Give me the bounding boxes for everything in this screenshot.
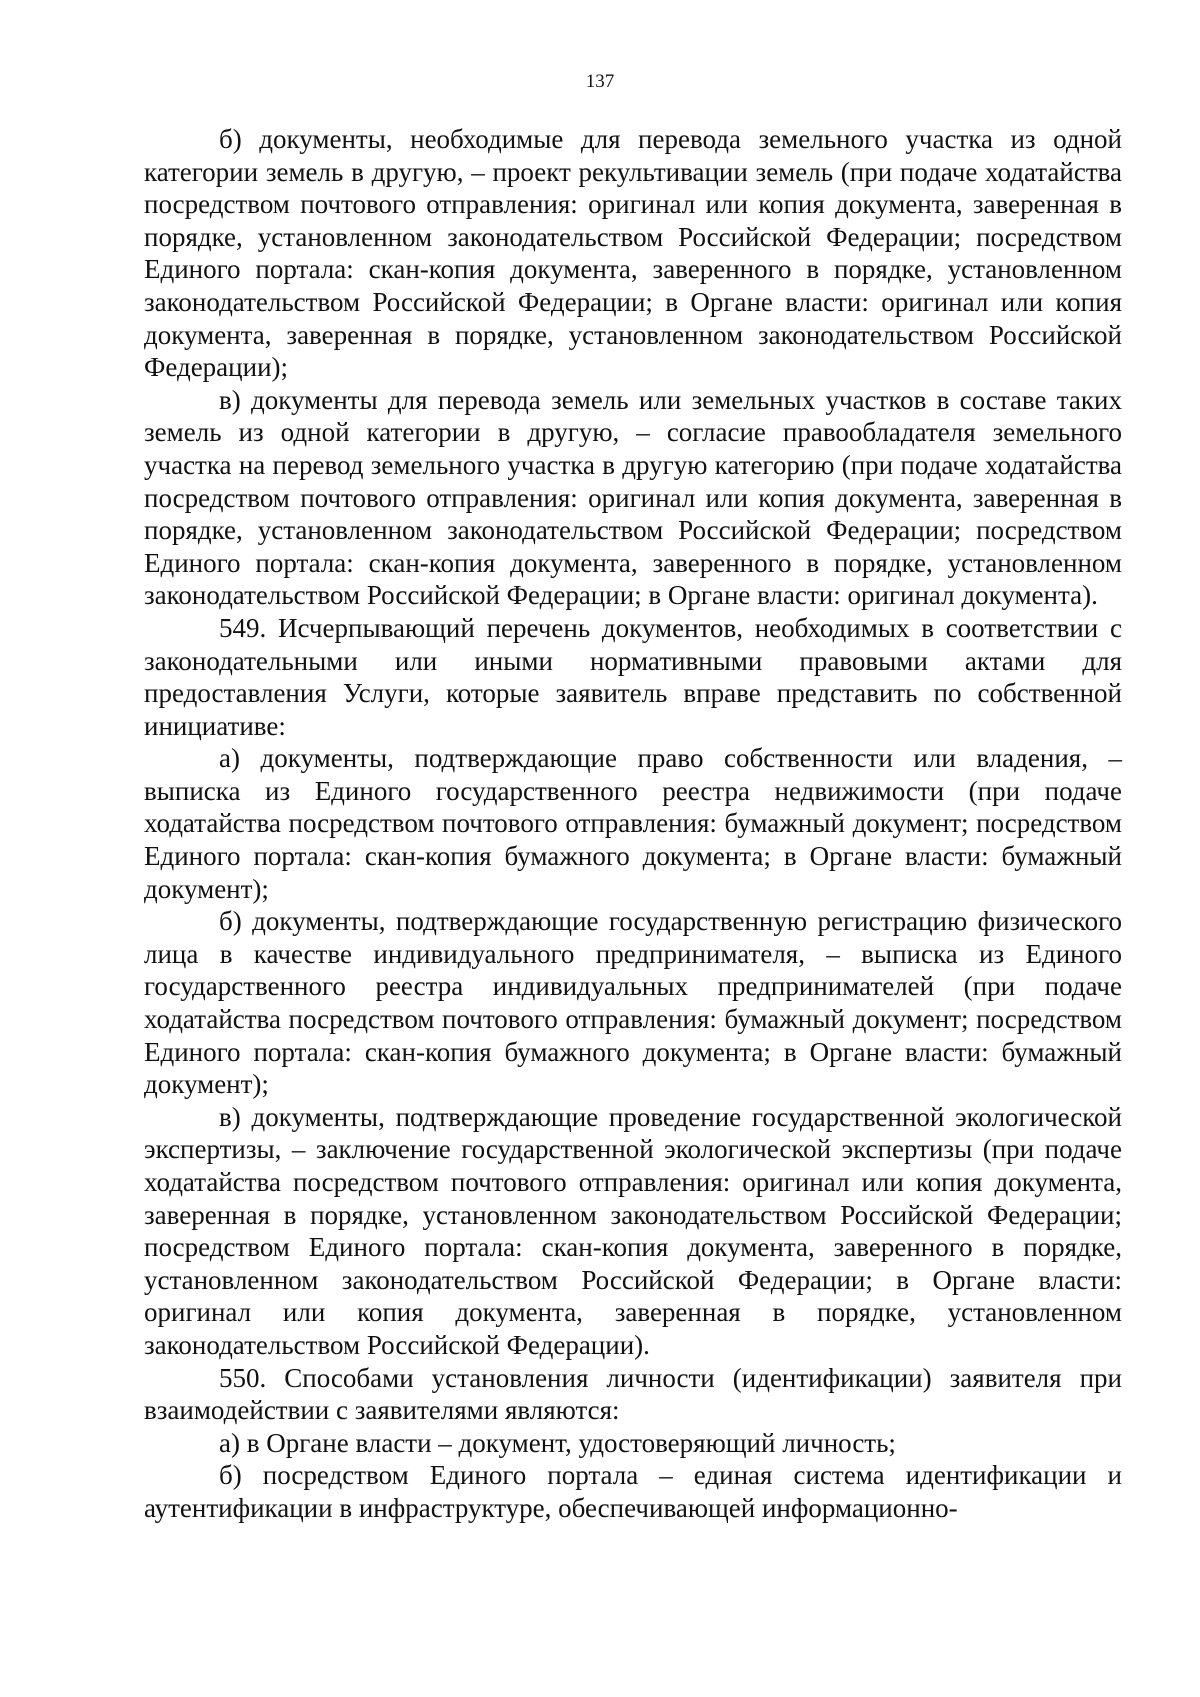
paragraph-v-ecological-expertise: в) документы, подтверждающие проведение государственной экологической экспертизы, – заключение государственной экологической экспертизы (при подаче ходатайства посредством почтового отправления: оригинал или копия документа, заверенная в порядке, установленном законодательством Российской Федерации; посредством Единого портала: скан-копия документа, заверенного в порядке, установленном законодательством Российской Федерации; в Органе власти: оригинал или копия документа, заверенная в порядке, установленном законодательством Российской Федерации). bbox=[144, 1101, 1122, 1360]
paragraph-b-entrepreneur-registry: б) документы, подтверждающие государственную регистрацию физического лица в качестве индивидуального предпринимателя, – выписка из Единого государственного реестра индивидуальных предпринимателей (при подаче ходатайства посредством почтового отправления: бумажный документ; посредством Единого портала: скан-копия бумажного документа; в Органе власти: бумажный документ); bbox=[144, 906, 1122, 1100]
paragraph-b-unified-portal-auth: б) посредством Единого портала – единая система идентификации и аутентификации в инфраструктуре, обеспечивающей информационно- bbox=[144, 1460, 1122, 1523]
paragraph-550-identification-methods: 550. Способами установления личности (идентификации) заявителя при взаимодействии с заявителями являются: bbox=[144, 1362, 1122, 1426]
paragraph-a-identity-document: а) в Органе власти – документ, удостоверяющий личность; bbox=[219, 1427, 896, 1458]
paragraph-a-real-estate-registry: а) документы, подтверждающие право собственности или владения, – выписка из Единого государственного реестра недвижимости (при подаче ходатайства посредством почтового отправления: бумажный документ; посредством Единого портала: скан-копия бумажного документа; в Органе власти: бумажный документ); bbox=[144, 743, 1122, 904]
paragraph-549-optional-documents: 549. Исчерпывающий перечень документов, необходимых в соответствии с законодательными или иными нормативными правовыми актами для предоставления Услуги, которые заявитель вправе представить по собственной инициативе: bbox=[144, 612, 1122, 741]
page-number: 137 bbox=[585, 71, 615, 92]
paragraph-b-land-category-docs: б) документы, необходимые для перевода земельного участка из одной категории земель в другую, – проект рекультивации земель (при подаче ходатайства посредством почтового отправления: оригинал или копия документа, заверенная в порядке, установленном законодательством Российской Федерации; посредством Единого портала: скан-копия документа, заверенного в порядке, установленном законодательством Российской Федерации; в Органе власти: оригинал или копия документа, заверенная в порядке, установленном законодательством Российской Федерации); bbox=[144, 124, 1122, 383]
document-body bbox=[144, 123, 1122, 1525]
paragraph-v-owner-consent: в) документы для перевода земель или земельных участков в составе таких земель из одной категории в другую, – согласие правообладателя земельного участка на перевод земельного участка в другую категорию (при подаче ходатайства посредством почтового отправления: оригинал или копия документа, заверенная в порядке, установленном законодательством Российской Федерации; посредством Единого портала: скан-копия документа, заверенного в порядке, установленном законодательством Российской Федерации; в Органе власти: оригинал документа). bbox=[144, 384, 1122, 611]
